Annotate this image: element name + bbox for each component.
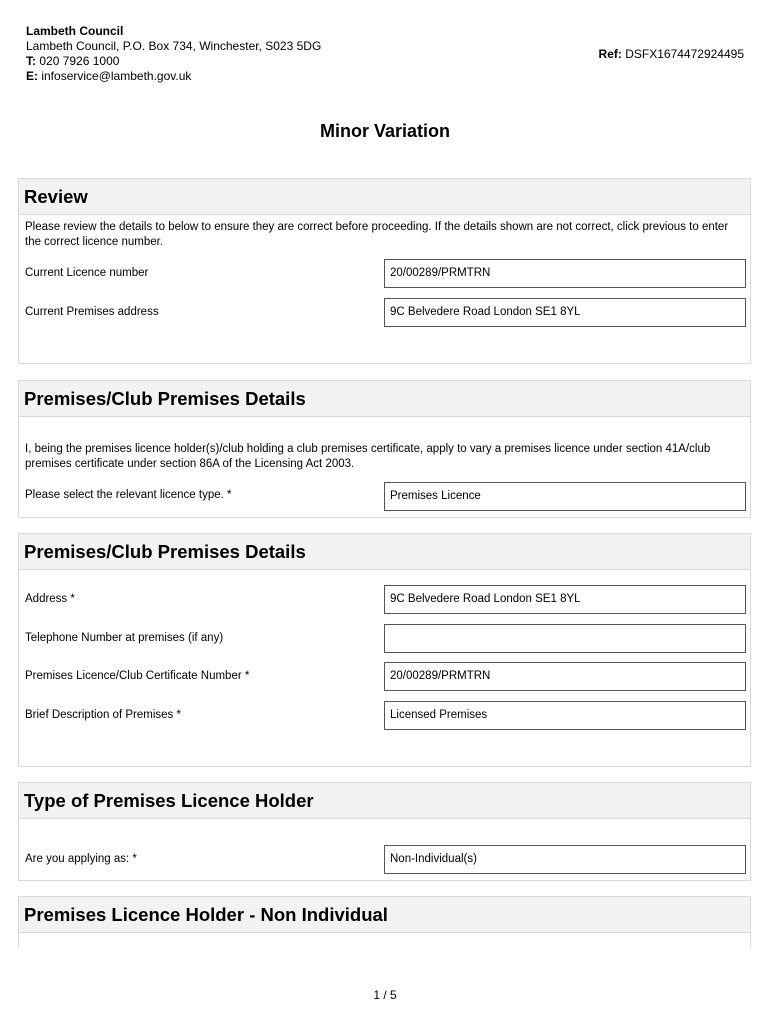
- premises-details-1-intro: I, being the premises licence holder(s)/club holding a club premises certificate, apply to vary a premises licence under section 41A/club premises certificate under section 86A of the Licensing Act 2003.: [25, 443, 711, 470]
- current-licence-number-field: 20/00289/PRMTRN: [384, 259, 746, 288]
- current-premises-address-field: 9C Belvedere Road London SE1 8YL: [384, 298, 746, 327]
- council-email-line: [26, 69, 321, 84]
- council-email: infoservice@lambeth.gov.uk: [41, 69, 192, 83]
- current-premises-address-label: Current Premises address: [25, 306, 159, 318]
- certificate-number-label: Premises Licence/Club Certificate Number *: [25, 670, 250, 682]
- reference: [599, 47, 744, 61]
- holder-type-section: [18, 782, 751, 881]
- review-section-title: Review: [19, 179, 750, 215]
- review-intro: Please review the details to below to ensure they are correct before proceeding. If the details shown are not correct, click previous to enter the correct licence number.: [25, 221, 729, 248]
- phone-label: T:: [26, 54, 36, 68]
- ref-label: Ref:: [598, 47, 622, 61]
- premises-details-section-2: [18, 533, 751, 767]
- address-label: Address *: [25, 593, 75, 605]
- council-contact-block: [26, 24, 321, 84]
- ref-value: DSFX1674472924495: [625, 47, 744, 61]
- review-section: [18, 178, 751, 364]
- premises-details-1-title: Premises/Club Premises Details: [19, 381, 750, 417]
- premises-description-label: Brief Description of Premises *: [25, 709, 181, 721]
- premises-details-section-1: [18, 380, 751, 518]
- holder-non-individual-title: Premises Licence Holder - Non Individual: [19, 897, 750, 933]
- council-phone-line: [26, 54, 321, 69]
- licence-type-field: Premises Licence: [384, 482, 746, 511]
- holder-type-title: Type of Premises Licence Holder: [19, 783, 750, 819]
- email-label: E:: [26, 69, 38, 83]
- applying-as-field: Non-Individual(s): [384, 845, 746, 874]
- licence-type-label: Please select the relevant licence type. *: [25, 489, 232, 501]
- premises-description-field: Licensed Premises: [384, 701, 746, 730]
- certificate-number-field: 20/00289/PRMTRN: [384, 662, 746, 691]
- premises-details-2-title: Premises/Club Premises Details: [19, 534, 750, 570]
- current-licence-number-label: Current Licence number: [25, 267, 149, 279]
- applying-as-label: Are you applying as: *: [25, 853, 137, 865]
- page-number: 1 / 5: [373, 988, 397, 1002]
- telephone-field: [384, 624, 746, 653]
- council-address: Lambeth Council, P.O. Box 734, Winchester, S023 5DG: [26, 39, 322, 53]
- document-title: Minor Variation: [319, 121, 451, 141]
- telephone-label: Telephone Number at premises (if any): [25, 632, 224, 644]
- council-name: Lambeth Council: [26, 24, 124, 38]
- address-field: 9C Belvedere Road London SE1 8YL: [384, 585, 746, 614]
- council-phone: 020 7926 1000: [39, 54, 120, 68]
- holder-non-individual-section: [18, 896, 751, 948]
